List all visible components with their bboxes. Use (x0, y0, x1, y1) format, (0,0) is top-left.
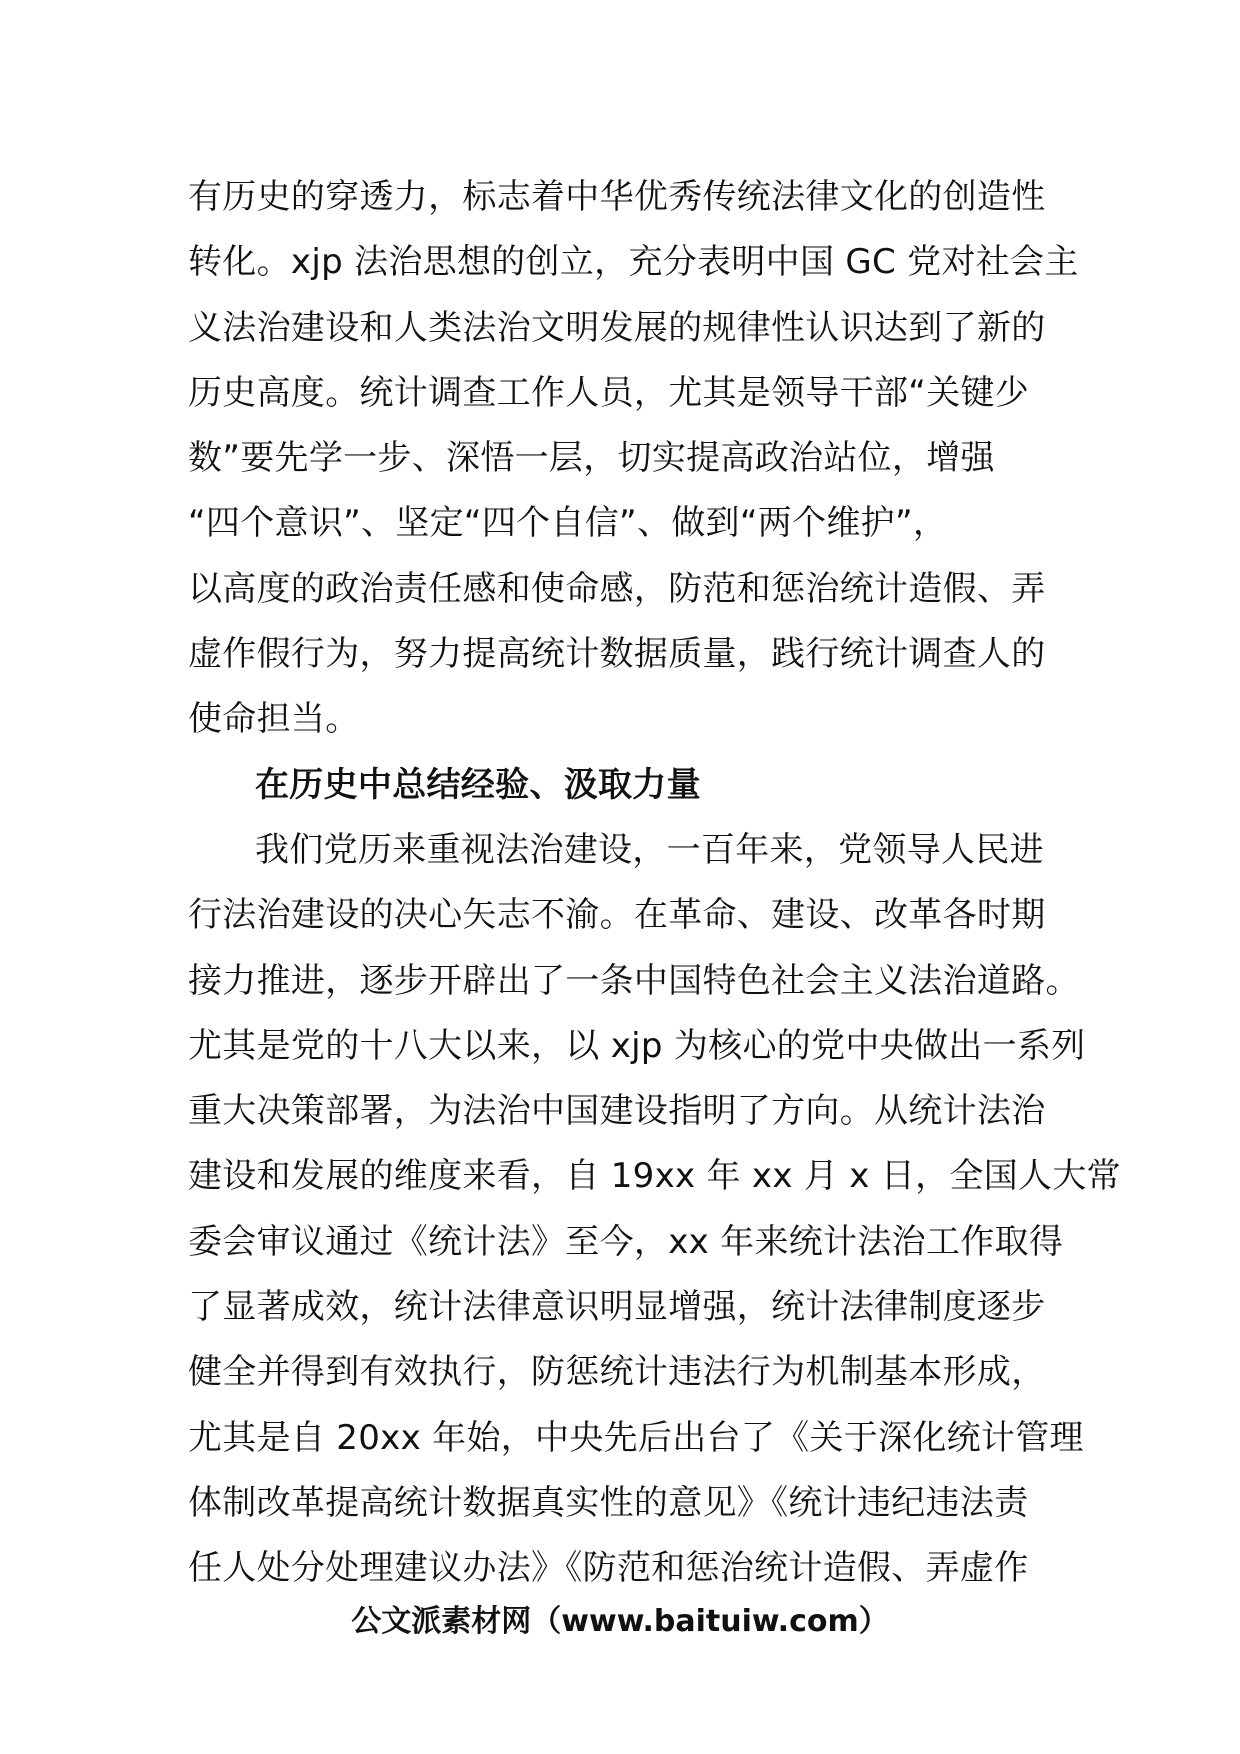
body-line: 建设和发展的维度来看，自 19xx 年 xx 月 x 日，全国人大常 (188, 1156, 1121, 1197)
body-line: 转化。xjp 法治思想的创立，充分表明中国 GC 党对社会主 (188, 242, 1079, 283)
body-line: 尤其是自 20xx 年始，中央先后出台了《关于深化统计管理 (188, 1417, 1084, 1458)
body-line: 重大决策部署，为法治中国建设指明了方向。从统计法治 (188, 1091, 1046, 1132)
body-line: 数”要先学一步、深悟一层，切实提高政治站位，增强 (188, 438, 995, 479)
body-line: 使命担当。 (188, 699, 360, 740)
body-line: 健全并得到有效执行，防惩统计违法行为机制基本形成， (188, 1352, 1046, 1393)
body-line: 行法治建设的决心矢志不渝。在革命、建设、改革各时期 (188, 895, 1046, 936)
body-line: “四个意识”、坚定“四个自信”、做到“两个维护”， (188, 503, 948, 544)
body-line: 义法治建设和人类法治文明发展的规律性认识达到了新的 (188, 307, 1046, 348)
body-line: 虚作假行为，努力提高统计数据质量，践行统计调查人的 (188, 634, 1046, 675)
body-line: 任人处分处理建议办法》《防范和惩治统计造假、弄虚作 (188, 1548, 1029, 1589)
body-line: 有历史的穿透力，标志着中华优秀传统法律文化的创造性 (188, 177, 1046, 217)
body-line: 委会审议通过《统计法》至今，xx 年来统计法治工作取得 (188, 1221, 1064, 1262)
body-line: 了显著成效，统计法律意识明显增强，统计法律制度逐步 (188, 1287, 1046, 1328)
body-line: 体制改革提高统计数据真实性的意见》《统计违纪违法责 (188, 1482, 1029, 1523)
document-body (188, 165, 1121, 1602)
section-heading: 在历史中总结经验、汲取力量 (255, 764, 701, 805)
footer-watermark: 公文派素材网（www.baituiw.com） (351, 1604, 889, 1639)
paragraph-first-line: 我们党历来重视法治建设，一百年来，党领导人民进 (255, 829, 1044, 870)
body-line: 历史高度。统计调查工作人员，尤其是领导干部“关键少 (188, 372, 1030, 413)
body-line: 接力推进，逐步开辟出了一条中国特色社会主义法治道路。 (188, 960, 1080, 1001)
body-line: 以高度的政治责任感和使命感，防范和惩治统计造假、弄 (188, 568, 1046, 609)
body-line: 尤其是党的十八大以来，以 xjp 为核心的党中央做出一系列 (188, 1025, 1086, 1066)
